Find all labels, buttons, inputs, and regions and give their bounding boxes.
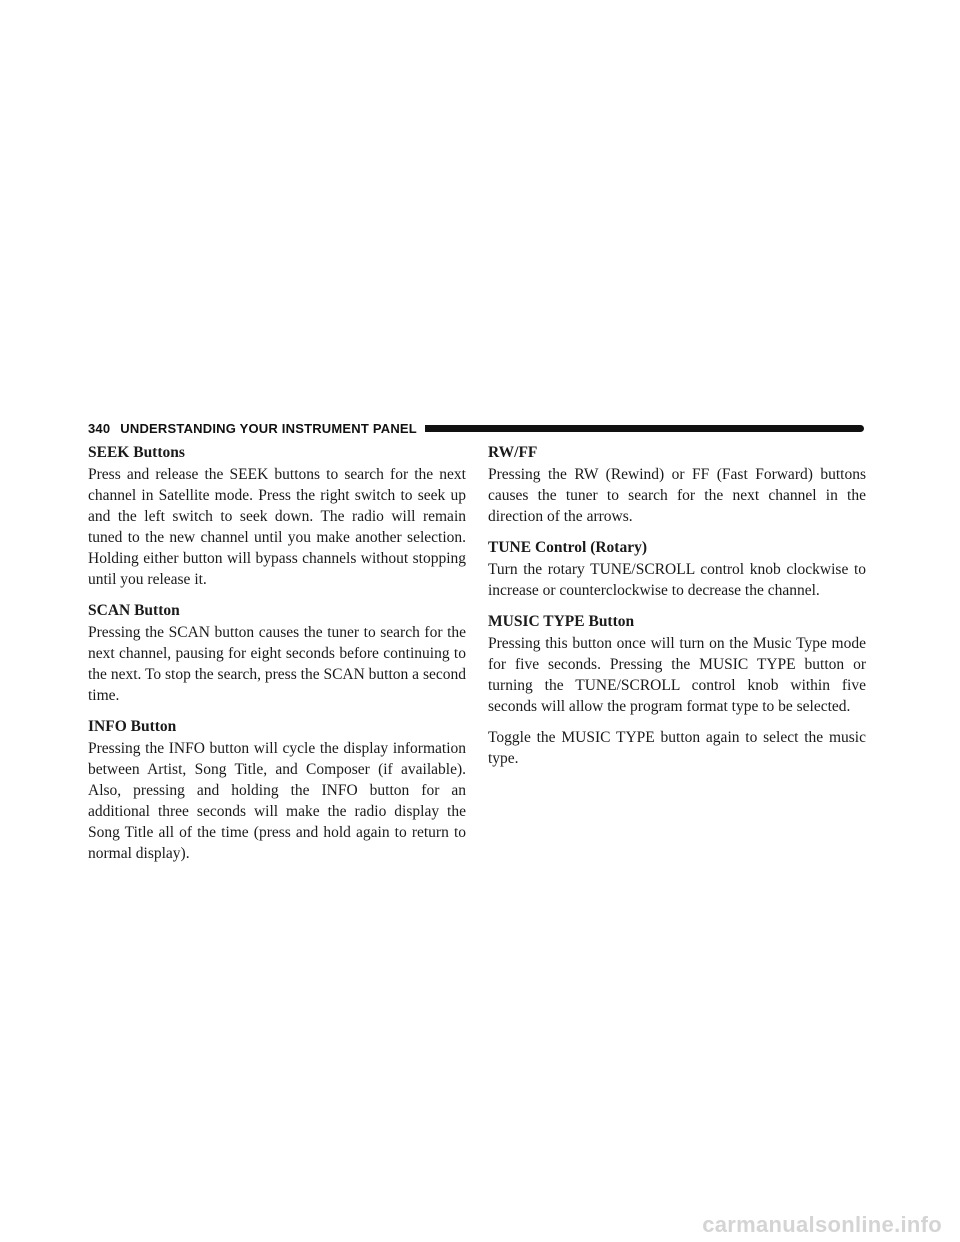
section-title: SCAN Button — [88, 602, 180, 619]
right-column — [488, 442, 866, 779]
section-body: Turn the rotary TUNE/SCROLL control knob clockwise to increase or counterclockwise to decrease the channel. — [488, 561, 866, 599]
left-column — [88, 442, 466, 874]
section-body: Pressing this button once will turn on the Music Type mode for five seconds. Pressing the MUSIC TYPE button or turning the TUNE/SCROLL control knob within five seconds will allow the program format type to be selected. — [488, 635, 866, 715]
section-body: Pressing the SCAN button causes the tuner to search for the next channel, pausing for eight seconds before continuing to the next. To stop the search, press the SCAN button a second time. — [88, 624, 466, 704]
page-number: 340 — [88, 420, 111, 436]
section-title: RW/FF — [488, 444, 538, 461]
section-seek-buttons — [88, 442, 466, 590]
section-info-button — [88, 716, 466, 864]
section-body: Pressing the INFO button will cycle the display information between Artist, Song Title, and Composer (if available). Also, pressing and holding the INFO button for an additional three seconds will make the radio display the Song Title all of the time (press and hold again to return to normal display). — [88, 740, 466, 862]
section-body-extra: Toggle the MUSIC TYPE button again to select the music type. — [488, 729, 866, 767]
page-header — [88, 418, 864, 438]
section-title: INFO Button — [88, 718, 177, 735]
section-rw-ff — [488, 442, 866, 527]
section-scan-button — [88, 600, 466, 706]
watermark: carmanualsonline.info — [702, 1212, 942, 1237]
section-title: SEEK Buttons — [88, 444, 185, 461]
section-body: Press and release the SEEK buttons to search for the next channel in Satellite mode. Press the right switch to seek up and the left switch to seek down. The radio will remain tuned to the new channel until you make another selection. Holding either button will bypass channels without stopping until you release it. — [88, 466, 466, 588]
section-title: MUSIC TYPE Button — [488, 613, 635, 630]
chapter-title: UNDERSTANDING YOUR INSTRUMENT PANEL — [120, 420, 417, 436]
section-tune-control — [488, 537, 866, 601]
section-body: Pressing the RW (Rewind) or FF (Fast Forward) buttons causes the tuner to search for the next channel in the direction of the arrows. — [488, 466, 866, 525]
header-rule — [425, 425, 864, 432]
section-music-type-button — [488, 611, 866, 769]
section-title: TUNE Control (Rotary) — [488, 539, 648, 556]
